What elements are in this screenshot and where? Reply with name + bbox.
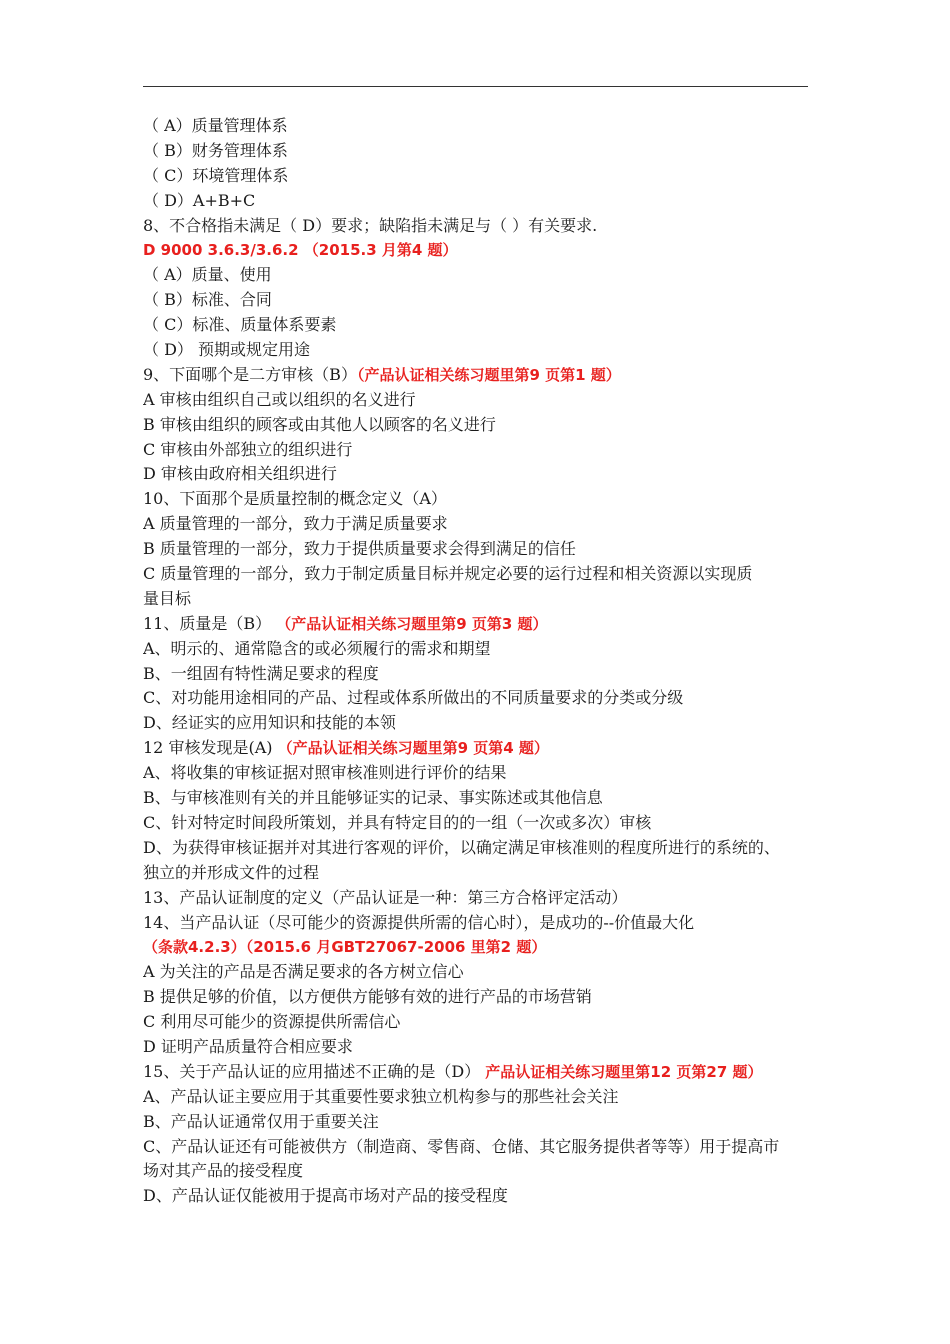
- line-text: 9、下面哪个是二方审核（B）: [143, 364, 357, 384]
- text-line: [143, 338, 815, 363]
- text-line: [143, 189, 815, 214]
- line-text: D 证明产品质量符合相应要求: [143, 1036, 353, 1056]
- text-line: [143, 438, 815, 463]
- line-text: B 审核由组织的顾客或由其他人以顾客的名义进行: [143, 414, 496, 434]
- line-text: C、对功能用途相同的产品、过程或体系所做出的不同质量要求的分类或分级: [143, 688, 684, 708]
- line-text: D、经证实的应用知识和技能的本领: [143, 713, 396, 733]
- line-text: 14、当产品认证（尽可能少的资源提供所需的信心时），是成功的--价值最大化: [143, 912, 695, 932]
- reference-note: （条款4.2.3）（2015.6 月GBT27067-2006 里第2 题）: [143, 938, 547, 957]
- line-text: 15、关于产品认证的应用描述不正确的是（D）: [143, 1061, 486, 1081]
- text-line: [143, 562, 815, 587]
- text-line: [143, 363, 815, 388]
- line-text: 8、不合格指未满足（ D）要求；缺陷指未满足与（ ）有关要求.: [143, 215, 598, 235]
- text-line: [143, 836, 815, 861]
- line-text: B、产品认证通常仅用于重要关注: [143, 1111, 379, 1131]
- text-line: [143, 164, 815, 189]
- line-text: C 质量管理的一部分，致力于制定质量目标并规定必要的运行过程和相关资源以实现质: [143, 564, 753, 584]
- text-line: [143, 1010, 815, 1035]
- text-line: [143, 736, 815, 761]
- text-line: [143, 1184, 815, 1209]
- line-text: （ A）质量管理体系: [143, 116, 288, 135]
- text-line: [143, 139, 815, 164]
- line-text: A 为关注的产品是否满足要求的各方树立信心: [143, 962, 464, 982]
- text-line: [143, 263, 815, 288]
- line-text: B、与审核准则有关的并且能够证实的记录、事实陈述或其他信息: [143, 788, 603, 808]
- line-text: 12 审核发现是(A): [143, 738, 278, 758]
- line-text: 独立的并形成文件的过程: [143, 862, 320, 882]
- reference-note: D 9000 3.6.3/3.6.2 （2015.3 月第4 题）: [143, 241, 458, 260]
- line-text: D、为获得审核证据并对其进行客观的评价，以确定满足审核准则的程度所进行的系统的、: [143, 837, 780, 857]
- text-line: [143, 114, 815, 139]
- text-line: [143, 686, 815, 711]
- line-text: （ C）环境管理体系: [143, 165, 289, 185]
- line-text: A 审核由组织自己或以组织的名义进行: [143, 389, 416, 409]
- line-text: （ D）A+B+C: [143, 190, 256, 210]
- text-line: [143, 811, 815, 836]
- line-text: 10、下面那个是质量控制的概念定义（A）: [143, 489, 447, 509]
- text-line: [143, 761, 815, 786]
- line-text: C 审核由外部独立的组织进行: [143, 439, 353, 459]
- reference-note: （产品认证相关练习题里第9 页第1 题）: [356, 365, 621, 384]
- line-text: （ A）质量、使用: [143, 265, 272, 285]
- line-text: B、一组固有特性满足要求的程度: [143, 663, 379, 683]
- line-text: A、明示的、通常隐含的或必须履行的需求和期望: [143, 638, 491, 658]
- line-text: B 提供足够的价值，以方便供方能够有效的进行产品的市场营销: [143, 987, 592, 1007]
- line-text: B 质量管理的一部分，致力于提供质量要求会得到满足的信任: [143, 539, 576, 559]
- text-line: [143, 537, 815, 562]
- line-text: D、产品认证仅能被用于提高市场对产品的接受程度: [143, 1186, 508, 1206]
- line-text: C 利用尽可能少的资源提供所需信心: [143, 1012, 401, 1032]
- line-text: A 质量管理的一部分，致力于满足质量要求: [143, 514, 448, 534]
- text-line: [143, 388, 815, 413]
- text-line: [143, 960, 815, 985]
- document-body: [143, 114, 815, 1209]
- text-line: [143, 886, 815, 911]
- text-line: [143, 1135, 815, 1160]
- line-text: 11、质量是（B）: [143, 613, 277, 633]
- text-line: [143, 288, 815, 313]
- text-line: [143, 786, 815, 811]
- text-line: [143, 1035, 815, 1060]
- text-line: [143, 462, 815, 487]
- text-line: [143, 935, 815, 960]
- text-line: [143, 214, 815, 239]
- text-line: [143, 637, 815, 662]
- line-text: （ B）财务管理体系: [143, 140, 288, 160]
- text-line: [143, 711, 815, 736]
- line-text: （ D） 预期或规定用途: [143, 340, 311, 360]
- text-line: [143, 911, 815, 936]
- reference-note: （产品认证相关练习题里第9 页第4 题）: [277, 739, 549, 758]
- line-text: 13、产品认证制度的定义（产品认证是一种：第三方合格评定活动）: [143, 887, 628, 907]
- line-text: （ B）标准、合同: [143, 290, 272, 310]
- header-rule: [143, 86, 808, 87]
- text-line: [143, 487, 815, 512]
- text-line: [143, 413, 815, 438]
- line-text: D 审核由政府相关组织进行: [143, 464, 337, 484]
- line-text: A、产品认证主要应用于其重要性要求独立机构参与的那些社会关注: [143, 1086, 619, 1106]
- text-line: [143, 662, 815, 687]
- text-line: [143, 238, 815, 263]
- line-text: A、将收集的审核证据对照审核准则进行评价的结果: [143, 763, 507, 783]
- line-text: 量目标: [143, 588, 192, 608]
- text-line: [143, 861, 815, 886]
- text-line: [143, 1159, 815, 1184]
- line-text: C、产品认证还有可能被供方（制造商、零售商、仓储、其它服务提供者等等）用于提高市: [143, 1136, 780, 1156]
- text-line: [143, 1085, 815, 1110]
- text-line: [143, 612, 815, 637]
- text-line: [143, 1110, 815, 1135]
- line-text: （ C）标准、质量体系要素: [143, 315, 337, 335]
- line-text: C、针对特定时间段所策划，并具有特定目的的一组（一次或多次）审核: [143, 812, 652, 832]
- line-text: 场对其产品的接受程度: [143, 1161, 304, 1181]
- text-line: [143, 1060, 815, 1085]
- reference-note: （产品认证相关练习题里第9 页第3 题）: [276, 614, 548, 633]
- text-line: [143, 313, 815, 338]
- reference-note: 产品认证相关练习题里第12 页第27 题）: [485, 1062, 763, 1081]
- text-line: [143, 512, 815, 537]
- text-line: [143, 985, 815, 1010]
- text-line: [143, 587, 815, 612]
